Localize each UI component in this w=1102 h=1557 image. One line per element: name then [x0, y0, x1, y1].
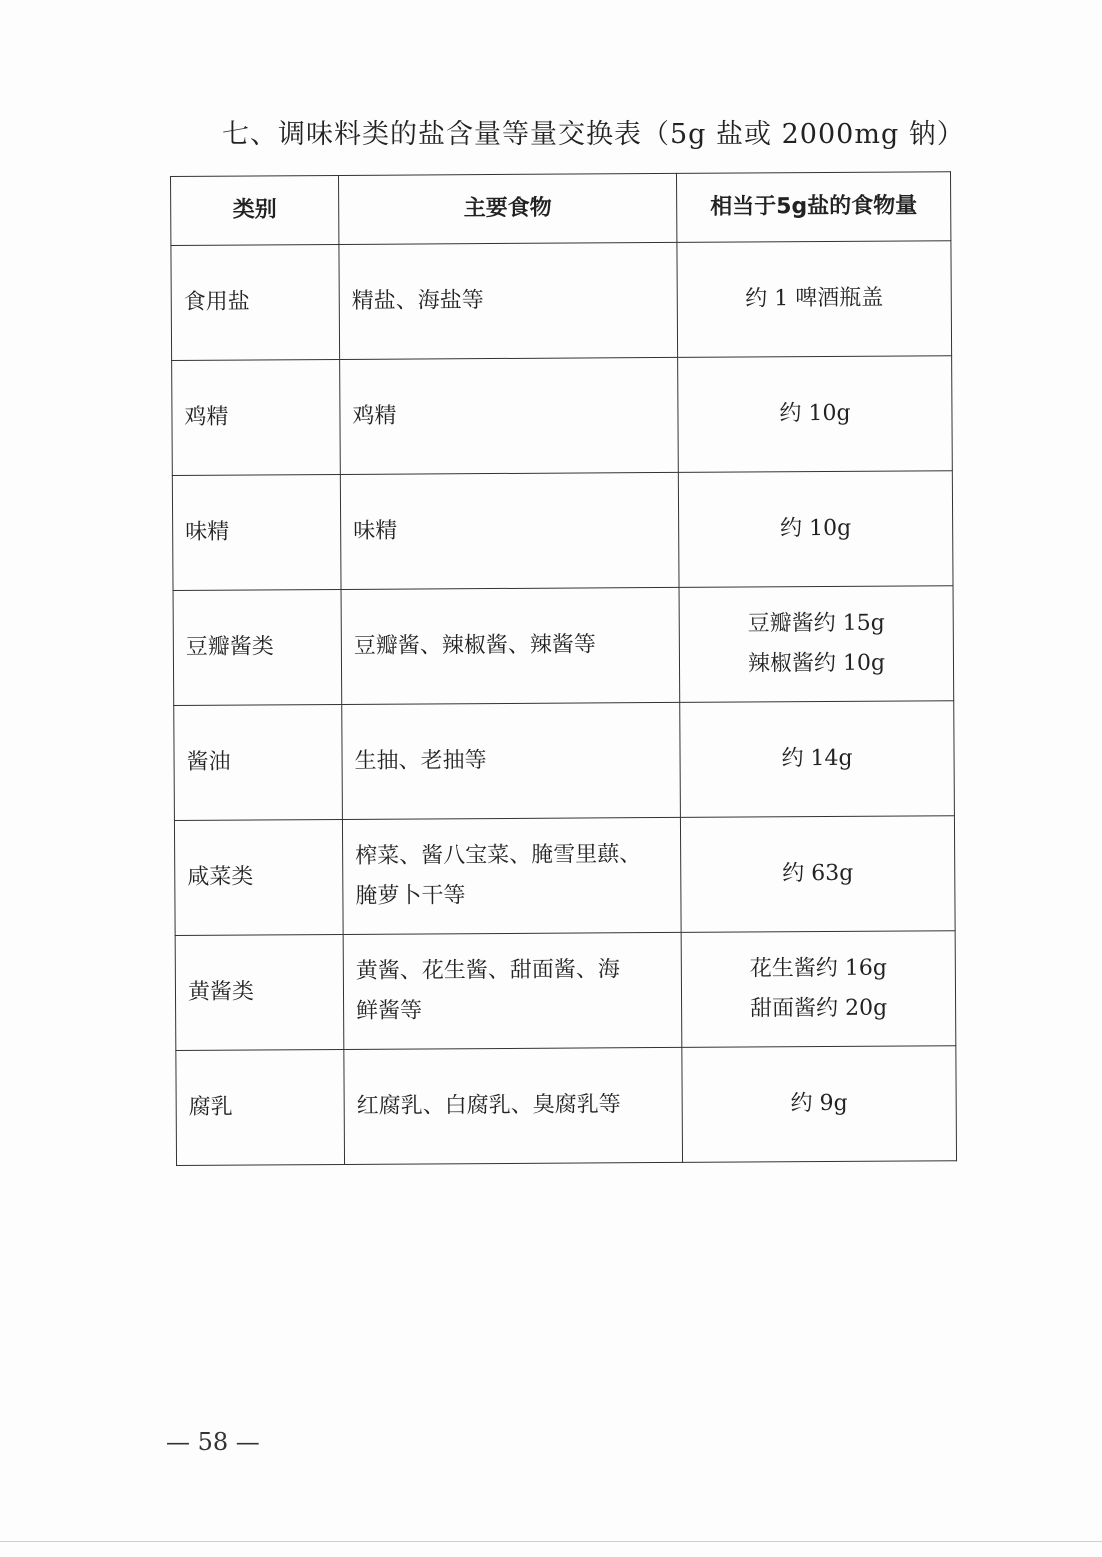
foods-line: 榨菜、酱八宝菜、腌雪里蕻、 [355, 842, 642, 869]
foods-line: 生抽、老抽等 [354, 748, 487, 774]
foods-line: 黄酱、花生酱、甜面酱、海 [355, 957, 620, 984]
amount-line: 约 14g [781, 745, 853, 772]
foods-cell [340, 357, 679, 474]
amount-cell [681, 931, 956, 1048]
table-row [173, 586, 954, 706]
table-row [172, 356, 953, 476]
foods-line: 精盐、海盐等 [351, 288, 484, 314]
table-heading: 七、调味料类的盐含量等量交换表（5g 盐或 2000mg 钠） [222, 119, 965, 150]
amount-line: 约 10g [780, 515, 852, 542]
amount-cell [677, 241, 952, 358]
amount-cell [680, 816, 955, 933]
page-number: — 58 — [166, 1428, 260, 1456]
amount-line: 约 10g [779, 400, 851, 427]
page-edge-divider [0, 1541, 1102, 1542]
amount-line: 甜面酱约 20g [749, 995, 888, 1022]
amount-line: 约 63g [782, 860, 854, 887]
amount-line: 豆瓣酱约 15g [747, 610, 885, 637]
category-cell: 鸡精 [172, 359, 341, 475]
table-header-row [171, 172, 951, 246]
foods-cell [342, 817, 681, 934]
category-cell: 酱油 [174, 704, 343, 820]
foods-line: 豆瓣酱、辣椒酱、辣酱等 [353, 632, 596, 659]
foods-cell [340, 472, 679, 589]
amount-cell [678, 356, 953, 473]
header-category: 类别 [171, 175, 339, 245]
amount-cell [679, 586, 954, 703]
foods-line: 鸡精 [352, 403, 397, 429]
header-main-foods: 主要食物 [338, 173, 676, 244]
amount-cell [682, 1046, 957, 1163]
category-cell: 豆瓣酱类 [173, 589, 342, 705]
table-row [172, 471, 953, 591]
amount-cell [680, 701, 955, 818]
amount-line: 约 1 啤酒瓶盖 [745, 285, 884, 312]
foods-cell [339, 242, 678, 359]
table-row [176, 1046, 957, 1166]
salt-equivalent-table [170, 171, 957, 1166]
amount-cell [678, 471, 953, 588]
amount-line: 花生酱约 16g [749, 955, 887, 982]
category-cell: 黄酱类 [175, 934, 344, 1050]
table-row [175, 931, 956, 1051]
foods-line: 味精 [353, 518, 398, 544]
table-container [170, 171, 957, 1166]
foods-line: 鲜酱等 [356, 998, 423, 1024]
table-row [174, 816, 955, 936]
table-row [174, 701, 955, 821]
category-cell: 咸菜类 [174, 819, 343, 935]
foods-cell [344, 1047, 683, 1164]
table-row [171, 241, 952, 361]
foods-cell [342, 702, 681, 819]
amount-line: 辣椒酱约 10g [747, 650, 886, 677]
category-cell: 食用盐 [171, 244, 340, 360]
header-amount: 相当于5g盐的食物量 [676, 172, 950, 243]
category-cell: 味精 [172, 474, 341, 590]
foods-line: 红腐乳、白腐乳、臭腐乳等 [356, 1092, 621, 1119]
category-cell: 腐乳 [176, 1049, 345, 1165]
foods-line: 腌萝卜干等 [355, 883, 466, 909]
amount-line: 约 9g [790, 1090, 848, 1117]
foods-cell [341, 587, 680, 704]
foods-cell [343, 932, 682, 1049]
